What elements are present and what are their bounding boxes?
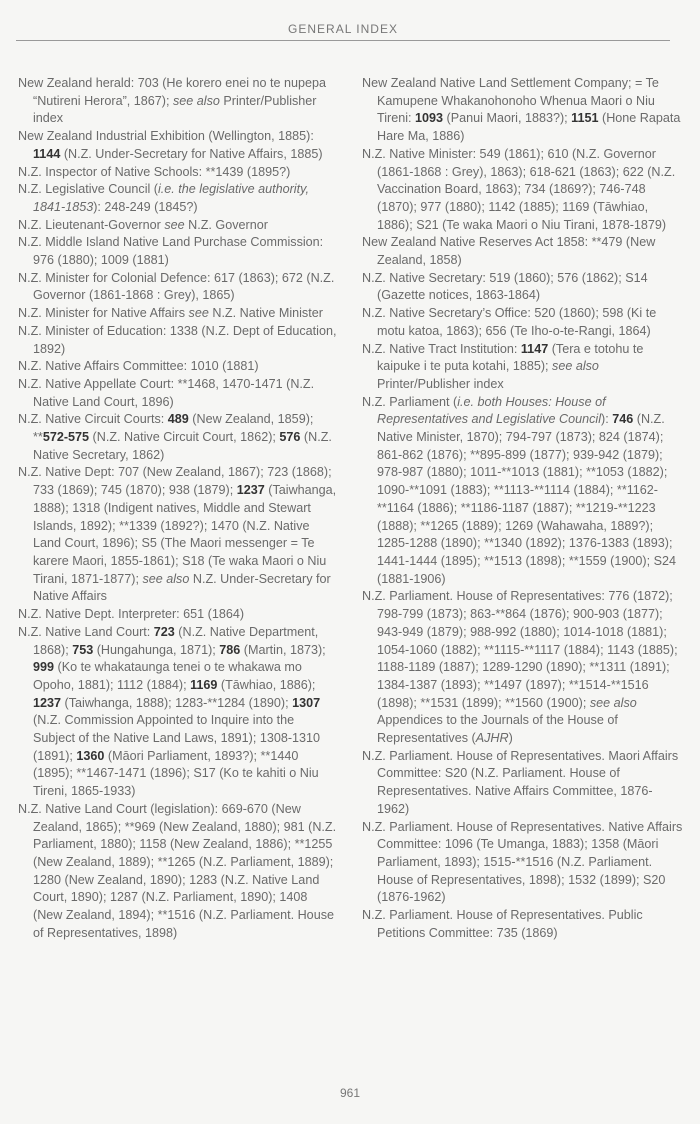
page-number: 961: [339, 1086, 361, 1100]
index-column-left: [18, 75, 338, 942]
entry-text: (New Zealand, 1859); **: [33, 412, 314, 445]
italic-note: see also: [589, 695, 637, 710]
page-reference-bold: 572-575: [42, 430, 90, 445]
entry-text: N.Z. Native Affairs Committee: 1010 (1881): [18, 359, 259, 374]
entry-text: N.Z. Native Circuit Courts:: [18, 412, 168, 427]
entry-text: (Martin, 1873);: [240, 642, 326, 657]
index-entry: [362, 748, 684, 819]
entry-text: New Zealand Industrial Exhibition (Wellington, 1885):: [18, 129, 314, 144]
entry-text: (N.Z. Native Minister, 1870); 794-797 (1873); 824 (1874); 861-862 (1876); **895-899 (1877); 939-942 (1879); 978-987 (1880); 1011-**1013 (1881); **1053 (1882); 1090-**1091 (1883); **1113-**1114 (1884); **1162-**1164 (1886); **1186-1187 (1887); **1219-**1223 (1888); **1265 (1889); 1269 (Wahawaha, 1889?); 1285-1288 (1890); **1340 (1892); 1376-1383 (1893); 1441-1444 (1895); **1513 (1898); **1559 (1900); S24 (1881-1906): [377, 412, 676, 586]
index-entry: [18, 75, 338, 128]
entry-text: N.Z. Legislative Council (: [18, 182, 158, 197]
entry-text: N.Z. Native Secretary: 519 (1860); 576 (1862); S14 (Gazette notices, 1863-1864): [362, 270, 648, 303]
entry-text: N.Z. Governor: [184, 217, 268, 232]
entry-text: (Ko te whakataunga tenei o te whakawa mo Opoho, 1881); 1112 (1884);: [33, 660, 302, 692]
entry-text: (Hone Rapata Hare Ma, 1886): [377, 111, 681, 144]
index-entry: [18, 181, 338, 216]
index-entry: [18, 376, 338, 411]
italic-note: see: [188, 306, 209, 321]
entry-text: Appendices to the Journals of the House of Representatives (: [377, 713, 618, 746]
entry-text: N.Z. Native Land Court (legislation): 669-670 (New Zealand, 1865); **969 (New Zealand, 1880); 981 (N.Z. Parliament, 1880); 1158 (New Zealand, 1886); **1255 (New Zealand, 1889); **1265 (N.Z. Parliament, 1889); 1280 (New Zealand, 1890); 1283 (N.Z. Native Land Court, 1890); 1287 (N.Z. Parliament, 1890); 1408 (New Zealand, 1894); **1516 (N.Z. Parliament. House of Representatives, 1898): [18, 801, 337, 940]
index-entry: [18, 624, 338, 801]
index-entry: [18, 411, 338, 464]
page-reference-bold: 489: [167, 412, 189, 427]
entry-text: Printer/Publisher index: [33, 93, 317, 126]
page-reference-bold: 1237: [33, 695, 62, 710]
entry-text: ):: [601, 412, 613, 427]
entry-text: (Tāwhiao, 1886);: [217, 677, 316, 692]
page-reference-bold: 576: [279, 430, 301, 445]
entry-text: ): [508, 731, 513, 746]
entry-text: New Zealand Native Land Settlement Company; = Te Kamupene Whakanohonoho Whenua Maori o Niu Tireni:: [362, 76, 659, 126]
entry-text: N.Z. Parliament (: [362, 394, 458, 409]
index-entry: [362, 234, 684, 269]
italic-note: AJHR: [475, 731, 509, 746]
index-entry: [362, 819, 684, 908]
index-entry: [18, 234, 338, 269]
index-entry: [18, 217, 338, 235]
entry-text: Printer/Publisher index: [377, 376, 504, 391]
index-entry: [18, 270, 338, 305]
page-reference-bold: 746: [612, 412, 634, 427]
index-entry: [362, 588, 684, 747]
italic-note: see also: [142, 571, 190, 586]
index-entry: [18, 801, 338, 943]
page-reference-bold: 1307: [292, 695, 321, 710]
index-entry: [362, 394, 684, 589]
page-reference-bold: 786: [219, 642, 241, 657]
entry-text: (N.Z. Native Department, 1868);: [33, 624, 319, 657]
page-reference-bold: 1147: [520, 341, 549, 356]
index-column-right: [362, 75, 684, 942]
entry-text: (Taiwhanga, 1888); 1283-**1284 (1890);: [61, 695, 293, 710]
entry-text: N.Z. Parliament. House of Representatives. Public Petitions Committee: 735 (1869): [362, 908, 643, 940]
index-entry: [362, 146, 684, 235]
index-entry: [18, 358, 338, 376]
entry-text: N.Z. Native Minister: [208, 306, 323, 321]
entry-text: N.Z. Parliament. House of Representatives. Maori Affairs Committee: S20 (N.Z. Parliament. House of Representatives. Native Affairs Committee, 1876-1962): [362, 748, 679, 816]
italic-note: see also: [172, 93, 220, 108]
page-reference-bold: 723: [153, 624, 175, 639]
entry-text: (Tera e totohu te kaipuke i te puta kotahi, 1885);: [377, 341, 644, 374]
index-entry: [18, 164, 338, 182]
page-reference-bold: 1151: [571, 111, 599, 126]
entry-text: N.Z. Native Appellate Court: **1468, 1470-1471 (N.Z. Native Land Court, 1896): [18, 376, 315, 409]
entry-text: (N.Z. Under-Secretary for Native Affairs, 1885): [60, 146, 323, 161]
header-rule: [16, 40, 670, 41]
entry-text: N.Z. Native Dept. Interpreter: 651 (1864): [18, 607, 245, 622]
entry-text: (Taiwhanga, 1888); 1318 (Indigent natives, Middle and Stewart Islands, 1892); **1339 (1892?); 1470 (N.Z. Native Land Court, 1896); S5 (The Maori messenger = Te karere Maori, 1855-1861); S18 (Te waka Maori o Niu Tirani, 1871-1877);: [33, 483, 337, 586]
entry-text: ): 248-249 (1845?): [93, 199, 198, 214]
entry-text: (Hungahunga, 1871);: [93, 642, 220, 657]
page-reference-bold: 1093: [415, 111, 444, 126]
entry-text: N.Z. Minister of Education: 1338 (N.Z. Dept of Education, 1892): [18, 323, 337, 356]
entry-text: N.Z. Under-Secretary for Native Affairs: [33, 571, 331, 604]
entry-text: N.Z. Parliament. House of Representatives: 776 (1872); 798-799 (1873); 863-**864 (1876); 900-903 (1877); 943-949 (1879); 988-992 (1880); 1014-1018 (1881); 1054-1060 (1882); **1115-**1117 (1884); 1143 (1885); 1188-1189 (1887); 1289-1290 (1890); **1311 (1891); 1384-1387 (1893); **1497 (1897); **1514-**1516 (1898); **1531 (1899); **1560 (1900);: [362, 589, 678, 710]
entry-text: N.Z. Minister for Native Affairs: [18, 306, 189, 321]
index-entry: [18, 305, 338, 323]
index-entry: [362, 75, 684, 146]
entry-text: N.Z. Inspector of Native Schools: **1439 (1895?): [18, 164, 291, 179]
entry-text: N.Z. Native Secretary’s Office: 520 (1860); 598 (Ki te motu katoa, 1863); 656 (Te Iho-o-te-Rangi, 1864): [362, 306, 657, 338]
entry-text: (Māori Parliament, 1893?); **1440 (1895); **1467-1471 (1896); S17 (Ko te kahiti o Niu Tireni, 1865-1933): [33, 748, 319, 799]
page-reference-bold: 1169: [190, 677, 218, 692]
entry-text: N.Z. Minister for Colonial Defence: 617 (1863); 672 (N.Z. Governor (1861-1868 : Grey), 1865): [18, 270, 335, 303]
entry-text: N.Z. Native Tract Institution:: [362, 341, 521, 356]
page-reference-bold: 753: [72, 642, 94, 657]
italic-note: i.e. the legislative authority, 1841-1853: [33, 182, 309, 214]
entry-text: (Panui Maori, 1883?);: [443, 111, 572, 126]
italic-note: see: [164, 217, 185, 232]
page-reference-bold: 1144: [33, 146, 61, 161]
index-entry: [18, 464, 338, 606]
entry-text: New Zealand herald: 703 (He korero enei no te nupepa “Nutireni Herora”, 1867);: [18, 76, 327, 108]
index-entry: [362, 907, 684, 942]
running-header: GENERAL INDEX: [288, 22, 398, 36]
index-entry: [362, 270, 684, 305]
index-entry: [362, 305, 684, 340]
entry-text: N.Z. Middle Island Native Land Purchase Commission: 976 (1880); 1009 (1881): [18, 235, 324, 268]
entry-text: (N.Z. Commission Appointed to Inquire into the Subject of the Native Land Laws, 1891); 1308-1310 (1891);: [33, 713, 321, 763]
entry-text: N.Z. Native Land Court:: [18, 624, 154, 639]
entry-text: (N.Z. Native Secretary, 1862): [33, 430, 332, 462]
index-entry: [18, 128, 338, 163]
entry-text: N.Z. Native Dept: 707 (New Zealand, 1867); 723 (1868); 733 (1869); 745 (1870); 938 (1879);: [18, 465, 332, 498]
index-entry: [18, 606, 338, 624]
entry-text: N.Z. Native Minister: 549 (1861); 610 (N.Z. Governor (1861-1868 : Grey), 1863); 618-621 (1863); 622 (N.Z. Vaccination Board, 1863); 734 (1869?); 746-748 (1870); 977 (1880); 1142 (1885); 1169 (Tāwhiao, 1886); S21 (Te waka Maori o Niu Tirani, 1878-1879): [362, 146, 676, 232]
index-entry: [18, 323, 338, 358]
entry-text: N.Z. Lieutenant-Governor: [18, 217, 165, 232]
page-reference-bold: 1237: [236, 483, 265, 498]
entry-text: New Zealand Native Reserves Act 1858: **479 (New Zealand, 1858): [362, 235, 656, 268]
entry-text: (N.Z. Native Circuit Court, 1862);: [89, 430, 280, 445]
index-entry: [362, 341, 684, 394]
italic-note: see also: [552, 359, 599, 374]
italic-note: i.e. both Houses: House of Representatives and Legislative Council: [377, 394, 606, 427]
entry-text: N.Z. Parliament. House of Representatives. Native Affairs Committee: 1096 (Te Umanga, 1883); 1358 (Māori Parliament, 1893); 1515-**1516 (N.Z. Parliament. House of Representatives, 1898); 1532 (1899); S20 (1876-1962): [362, 819, 683, 905]
page-reference-bold: 1360: [76, 748, 105, 763]
page-reference-bold: 999: [33, 660, 55, 675]
